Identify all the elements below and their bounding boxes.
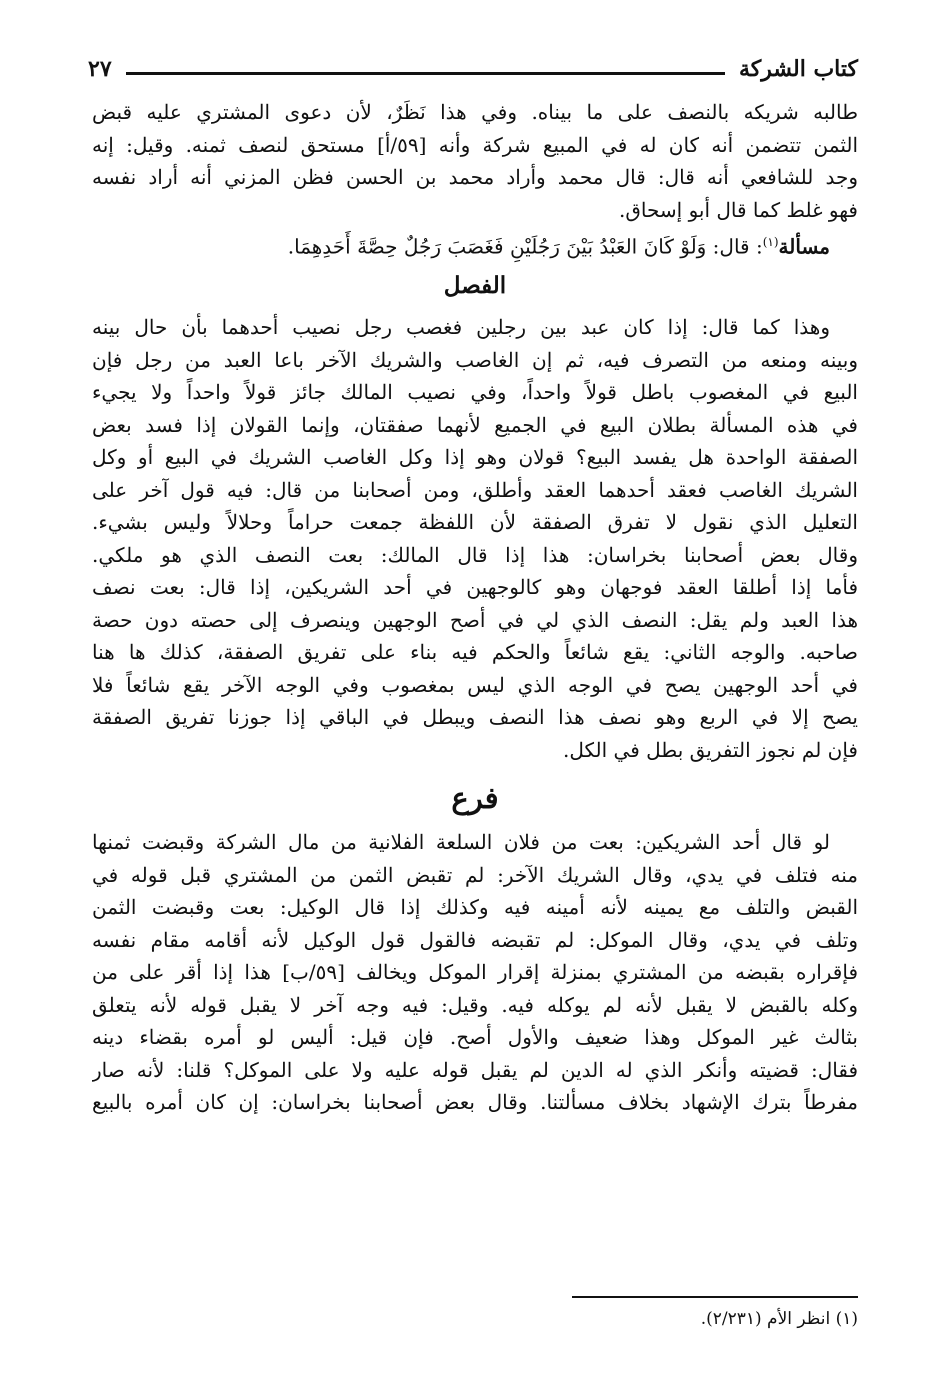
text-line: الصفقة الواحدة هل يفسد البيع؟ قولان وهو إذا وكل الغاصب الشريك في البيع أو وكل [92,445,858,470]
text-line: في هذه المسألة بطلان البيع في الجميع لأنهما صفقتان، وإنما القولان إذا فسد بعض [92,412,858,437]
text-line: القبض والتلف مع يمينه لأنه أمينه فيه وكذلك إذا قال الوكيل: بعت وقبضت الثمن [92,895,858,920]
masala-statement [92,226,858,263]
footnote-reference[interactable]: (١) [762,235,779,249]
text-line: صاحبه. والوجه الثاني: يقع شائعاً والحكم فيه بناء على تفريق الصفقة، كذلك ها هنا [92,640,858,665]
text-line: فهو غلط كما قال أبو إسحاق. [619,197,858,222]
text-line: الثمن تتضمن أنه كان له في المبيع شركة وأنه [٥٩/أ] مستحق لنصف ثمنه. وقيل: إنه [92,132,858,157]
chapter-title: كتاب الشركة [738,56,858,82]
masala-text: : قال: وَلَوْ كَانَ العَبْدُ بَيْنَ رَجُلَيْنِ فَغَصَبَ رَجُلٌ حِصَّةَ أَحَدِهِمَا. [287,234,763,259]
text-line: وقال بعض أصحابنا بخراسان: هذا إذا قال المالك: بعت النصف الذي هو ملكي. [92,542,858,567]
section-heading-far: فرع [451,781,499,816]
masala-label: مسألة [778,234,830,259]
paragraph-fasl [92,311,858,766]
text-line: بثالث غير الموكل وهذا ضعيف والأول أصح. فإن قيل: أليس لو أمره بقضاء دينه [92,1025,858,1050]
text-line: هذا العبد ولم يقل: النصف الذي لي في أصح الوجهين وينصرف إلى حصته دون حصة [92,607,858,632]
page-body [92,96,858,1119]
footnote: (١) انظر الأم (٢/٢٣١). [700,1309,858,1329]
text-line: فقال: قضيته وأنكر الذي له الدين لم يقبل قوله عليه ولا على الموكل؟ قلنا: لأنه صار [92,1057,858,1082]
text-line: لو قال أحد الشريكين: بعت من فلان السلعة الفلانية من مال الشركة وقبضت ثمنها [92,830,830,855]
text-line: مفرطاً بترك الإشهاد بخلاف مسألتنا. وقال بعض أصحابنا بخراسان: إن كان أمره بالبيع [92,1090,858,1115]
text-line: يصح إلا في الربع وهو نصف هذا النصف ويبطل في الباقي إذا جوزنا تفريق الصفقة [92,705,858,730]
text-line: منه فتلف في يدي، وقال الشريك الآخر: لم تقبض الثمن من المشتري قبل قوله في [92,862,858,887]
header-rule [126,72,725,75]
text-line: فإقراره بقبضه من المشتري بمنزلة إقرار الموكل ويخالف [٥٩/ب] هذا إذا أقر على من [92,960,858,985]
text-line: الشريك الغاصب فعقد أحدهما العقد وأطلق، ومن أصحابنا من قال: فيه قول آخر على [92,477,858,502]
text-line: التعليل الذي نقول لا تفرق الصفقة لأن اللفظة جمعت حراماً وحلالاً وليس بشيء. [92,510,858,535]
text-line: البيع في المغصوب باطل قولاً واحداً، وفي نصيب المالك جائز قولاً واحداً ولا يجيء [92,380,858,405]
footnote-divider [572,1296,858,1298]
text-line: فأما إذا أطلقا العقد فوجهان وهو كالوجهين في أحد الشريكين، إذا قال: بعت نصف [92,575,858,600]
text-line: وتلف في يدي، وقال الموكل: لم تقبضه فالقول قول الوكيل لأنه أقامه مقام نفسه [92,927,858,952]
text-line: طالبه شريكه بالنصف على ما بيناه. وفي هذا نَظَرٌ، لأن دعوى المشتري عليه قبض [92,100,858,124]
paragraph-continuation [92,96,858,226]
text-line: وجد للشافعي أنه قال: قال محمد وأراد محمد بن الحسن فظن المزني أنه أراد نفسه [92,165,858,189]
text-line: فإن لم نجوز التفريق بطل في الكل. [563,737,858,762]
text-line: وبينه ومنعه من التصرف فيه، ثم إن الغاصب والشريك الآخر باعا العبد من رجل فإن [92,347,858,372]
page-number: ٢٧ [88,56,112,82]
text-line: وكله بالقبض لا يقبل لأنه لم يوكله فيه. وقيل: فيه وجه آخر لا يقبل قوله لأنه يتعلق [92,992,858,1017]
text-line: في أحد الوجهين يصح في الوجه الذي ليس بمغصوب وفي الوجه الآخر يقع شائعاً فلا [92,672,858,697]
text-line: وهذا كما قال: إذا كان عبد بين رجلين فغصب رجل نصيب أحدهما بأن حال بينه [92,315,830,340]
running-header [88,52,858,86]
section-heading-fasl: الفصل [443,272,507,300]
paragraph-far [92,826,858,1119]
